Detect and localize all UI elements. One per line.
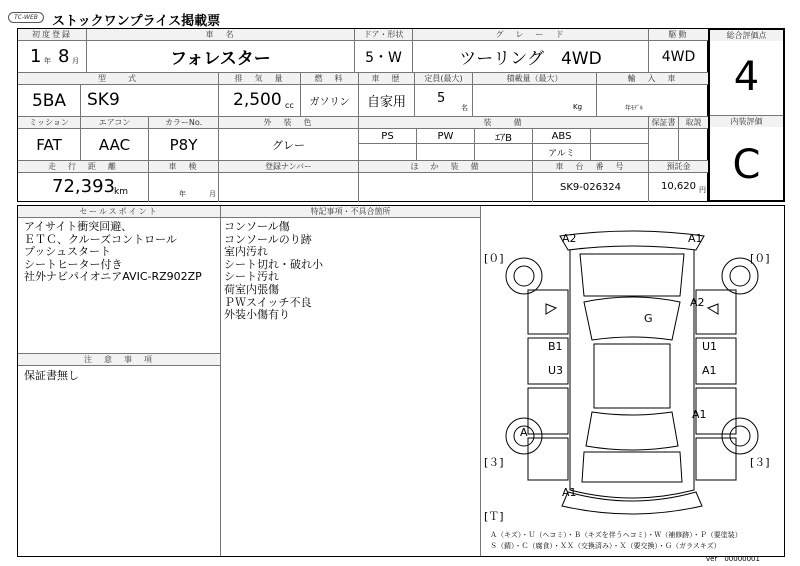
deposit-unit: 円 [699,186,706,194]
inspection-year: 年 [179,190,186,198]
equip-empty-3 [417,144,475,160]
list-item: ＥＴＣ、クルーズコントロール [24,232,177,246]
inspection [148,173,218,202]
inspection-label: 車 検 [148,161,218,172]
notes-label: 特記事項・不具合箇所 [220,206,480,218]
interior-score: C [732,142,761,188]
color-no: P8Y [148,129,218,160]
deposit-value: 10,620 [661,181,696,192]
total-eval-label: 総合評価点 [710,30,783,41]
aircon: AAC [80,129,148,160]
load [472,85,596,116]
plate-label: 登録ナンバー [218,161,358,172]
history-label: 車 歴 [358,73,414,84]
model: SK9 [80,85,218,116]
other-equipment-label: ほ か 装 備 [358,161,532,172]
selling-points-label: セールスポイント [18,206,220,218]
list-item: ＰＷスイッチ不良 [224,295,312,309]
damage-mark: A2 [690,296,705,309]
spare-tire-label: [Ｔ] [484,510,504,523]
list-item: 保証書無し [24,369,79,382]
capacity-value: 5 [437,91,446,106]
exterior-color-label: 外 装 色 [218,117,358,128]
damage-mark: A1 [702,364,717,377]
damage-mark: B1 [548,340,563,353]
first-reg-label: 初度登録 [18,29,86,40]
reg-year-unit: 年 [44,57,51,65]
damage-mark: A1 [688,232,703,245]
import-label: 輸 入 車 [596,73,708,84]
damage-mark: A1 [562,486,577,499]
model-label: 型 式 [18,73,218,84]
mileage-unit: km [114,187,128,197]
page-title: ストックワンプライス掲載票 [52,14,221,29]
exterior-color: グレー [218,129,358,160]
car-name-label: 車 名 [86,29,354,40]
model-prefix: 5BA [31,90,67,111]
list-item: 荷室内張傷 [224,282,279,296]
car-diagram [482,210,782,528]
displacement-label: 排 気 量 [218,73,300,84]
mission: FAT [36,135,62,154]
capacity [414,85,472,116]
capacity-unit: 名 [461,104,468,112]
color-no-label: カラーNo. [148,117,218,128]
damage-mark: A2 [562,232,577,245]
reg-year: 1 [30,46,42,67]
equip-empty-2 [359,144,417,160]
warranty [648,129,678,160]
list-item: シート汚れ [224,270,279,284]
damage-mark: U1 [702,340,718,353]
equip-empty-1 [591,129,649,144]
history: 自家用 [358,85,414,116]
list-item: 室内汚れ [224,245,268,259]
equipment-grid [358,129,648,160]
displacement [218,85,300,116]
damage-mark: A1 [692,408,707,421]
list-item: コンソールのり跡 [224,232,312,246]
mileage-value: 72,393 [52,176,115,197]
reg-date [30,44,86,70]
reg-month-unit: 月 [72,57,79,65]
equip-abs: ABS [533,129,591,144]
equip-ps: PS [359,129,417,144]
damage-mark: U3 [548,364,564,377]
interior-eval-label: 内装評価 [710,115,783,127]
caution-list [24,370,220,410]
reg-month: 8 [58,46,70,67]
manual-label: 取説 [678,117,708,128]
legend-line-1: Ａ（キズ）・Ｕ（ヘコミ）・Ｂ（キズを伴うヘコミ）・Ｗ（補修跡）・Ｐ（要塗装） [490,531,742,539]
displacement-unit: cc [285,101,294,110]
chassis-label: 車 台 番 号 [532,161,648,172]
mission-label: ミッション [18,117,80,128]
tire-rear-left-label: [３] [484,456,504,469]
version: ver 00000001 [706,555,760,563]
damage-mark: A [520,426,528,439]
tire-rear-right-label: [３] [750,456,770,469]
damage-mark: G [644,312,653,325]
total-score: 4 [733,54,760,100]
list-item: シートヒーター付き [24,257,123,271]
car-name: フォレスター [86,41,354,72]
equip-airbag: ｴｱB [475,129,533,144]
list-item: シート切れ・破れ小 [224,257,323,271]
aircon-label: エアコン [80,117,148,128]
drive: 4WD [648,41,708,72]
list-item: コンソール傷 [224,220,290,233]
notes-list [224,221,478,341]
caution-label: 注 意 事 項 [18,353,220,366]
chassis: SK9-026324 [532,173,648,202]
fuel-label: 燃 料 [300,73,358,84]
tire-front-right-label: [０] [750,252,770,265]
mileage [18,173,148,202]
equip-alloy: アルミ [533,144,591,160]
warranty-label: 保証書 [648,117,678,128]
equipment-label: 装 備 [358,117,648,128]
plate [218,173,358,202]
capacity-label: 定員(最大) [414,73,472,84]
list-item: アイサイト衝突回避、 [24,220,133,233]
list-item: 社外ナビパイオニアAVIC-RZ902ZP [24,270,202,284]
grade: ツーリング 4WD [412,41,648,72]
grade-label: グ レ ー ド [412,29,648,40]
list-item: プッシュスタート [24,245,112,259]
drive-label: 駆動 [648,29,708,40]
tire-front-left-label: [０] [484,252,504,265]
mileage-label: 走 行 距 離 [18,161,148,172]
deposit [648,173,708,202]
selling-points-list [24,221,220,351]
equip-empty-4 [475,144,533,160]
door-type: 5・W [354,41,412,72]
displacement-value: 2,500 [233,90,282,110]
import [596,85,708,116]
import-unit: 年ﾓﾃﾞﾙ [625,105,644,112]
logo: TC-WEB [8,12,44,23]
fuel: ガソリン [300,85,358,116]
deposit-label: 預託金 [648,161,708,172]
list-item: 外装小傷有り [224,308,290,322]
load-unit: Kg [573,103,583,111]
equip-pw: PW [417,129,475,144]
inspection-month: 月 [209,190,216,198]
manual [678,129,708,160]
legend-line-2: Ｓ（錆）・Ｃ（腐食）・ＸＸ（交換済み）・Ｘ（要交換）・Ｇ（ガラスキズ） [490,542,721,550]
door-label: ドア・形状 [354,29,412,40]
load-label: 積載量（最大） [472,73,596,84]
other-equipment [358,173,532,202]
